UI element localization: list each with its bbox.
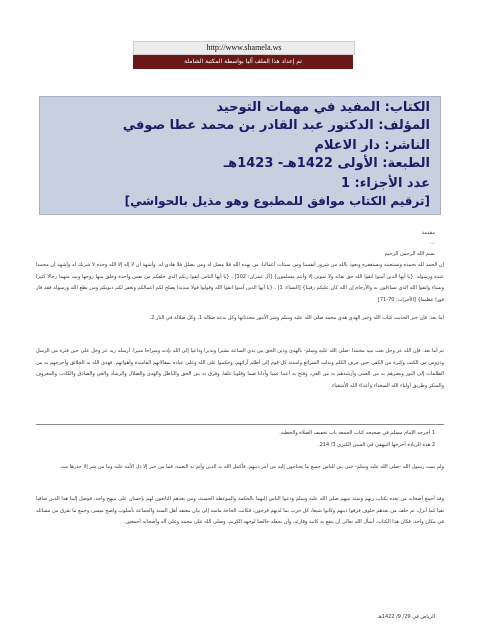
date-line: الرياض في 29/ 9/ 1422هـ [377, 614, 435, 620]
mission-paragraph: ثم أما بعد: فإن الله عز وجل بعث نبيه محمدا -صلى الله عليه وسلم- بالهدى ودين الحق بين يدي الساعة بشيرا ونذيرا وداعيا إلى الله بإذنه وسراجا منيرا. أرسله ربه عز وجل على حين فترة من الرسل ودروس من الكتب وكثرة من الكفر، حين حرف الكلم وبدلت الشرائع واستند كل قوم إلى أظلم آرائهم، وحكموا على الله وعلى عباده بمقالاتهم الفاسدة وأهوائهم. فهدى الله به الخلائق وأخرجهم به من الظلمات إلى النور وبصرهم به من العمى وأرشدهم به من الغي، وفتح به أعينا عميا وآذانا صما وقلوبا غلفا، وفرق به بين الحق والباطل والهدى والضلال والرشاد والغي والصادق والكاذب والمعروف والمنكر وطريق أولياء الله السعداء وأعداء الله الأشقياء. [36, 348, 444, 389]
book-edition: الطبعة: الأولى 1422هـ- 1423هـ [223, 156, 430, 171]
book-author: المؤلف: الدكتور عبد القادر بن محمد عطا صوفي [122, 118, 430, 133]
footnote-2: 2 هذه الزيادة أخرجها البيهقي في السنن الكبرى 3/ 214. [317, 442, 435, 448]
basmala: بسم الله الرحمن الرحيم [384, 251, 435, 257]
book-info-box [39, 96, 441, 215]
completion-paragraph: ولم يمت رسول الله -صلى الله عليه وسلم- حتى بين للناس جميع ما يحتاجون إليه من أمر دينهم، فأكمل الله به الدين وأتم به النعمة، فما من خير إلا دل الأمة عليه وما من شر إلا حذرها منه. [59, 464, 444, 470]
ellipsis: ... [430, 240, 435, 246]
amma-baad-paragraph: أما بعد: فإن خير الحديث كتاب الله وخير الهدي هدي محمد صلى الله عليه وسلم وشر الأمور محدثاتها وكل بدعة ضلالة 1، وكل ضلالة في النار 2. [149, 315, 444, 321]
book-parts: عدد الأجزاء: 1 [340, 176, 430, 191]
footnote-1: 1 أخرجه الإمام مسلم في صحيحه كتاب الجمعة باب تخفيف الصلاة والخطبة. [279, 430, 435, 436]
book-publisher: الناشر: دار الاعلام [314, 138, 430, 153]
intro-paragraph: إن الحمد لله نحمده ونستعينه ونستغفره ونعوذ بالله من شرور أنفسنا ومن سيئات أعمالنا، من يهده الله فلا مضل له ومن يضلل فلا هادي له. وأشهد أن لا إله إلا الله وحده لا شريك له وأشهد أن محمدا عبده ورسوله. {يا أيها الذين آمنوا اتقوا الله حق تقاته ولا تموتن إلا وأنتم مسلمون} [آل عمران: 102] ، {يا أيها الناس اتقوا ربكم الذي خلقكم من نفس واحدة وخلق منها زوجها وبث منهما رجالا كثيرا ونساء واتقوا الله الذي تساءلون به والأرحام إن الله كان عليكم رقيبا} [النساء: 1] ، {يا أيها الذين آمنوا اتقوا الله وقولوا قولا سديدا يصلح لكم أعمالكم ويغفر لكم ذنوبكم ومن يطع الله ورسوله فقد فاز فوزا عظيما} [الأحزاب: 70-71] [36, 262, 444, 303]
book-title: الكتاب: المفيد في مهمات التوحيد [216, 100, 430, 115]
site-url[interactable]: http://www.shamela.ws [133, 41, 355, 55]
section-heading: مقدمة [421, 230, 435, 236]
auto-generated-banner: تم إعداد هذا الملف آليا بواسطة المكتبة الشاملة [133, 55, 353, 69]
footnote-divider [36, 424, 444, 425]
book-note: [ترقيم الكتاب موافق للمطبوع وهو مذيل بالحواشي] [124, 194, 430, 208]
purpose-paragraph: وقد أجمع أصحابه من بعده بكتاب ربهم وسنة نبيهم صلى الله عليه وسلم ودعوا الناس إليهما بالحكمة والموعظة الحسنة، ومن بعدهم التابعون لهم بإحسان على منهج واحد، فوصل إلينا هذا الدين صافيا نقيا كما أنزل، ثم خلف من بعدهم خلوف فرقوا دينهم وكانوا شيعا، كل حزب بما لديهم فرحون، فكانت الحاجة ماسة إلى بيان معتقد أهل السنة والجماعة بأسلوب واضح ميسر، وجمع ما تفرق من مسائله في مكان واحد، فكان هذا الكتاب. أسأل الله تعالى أن ينفع به كاتبه وقارئه، وأن يجعله خالصا لوجهه الكريم، وصلى الله على محمد وعلى آله وأصحابه أجمعين. [36, 496, 444, 526]
